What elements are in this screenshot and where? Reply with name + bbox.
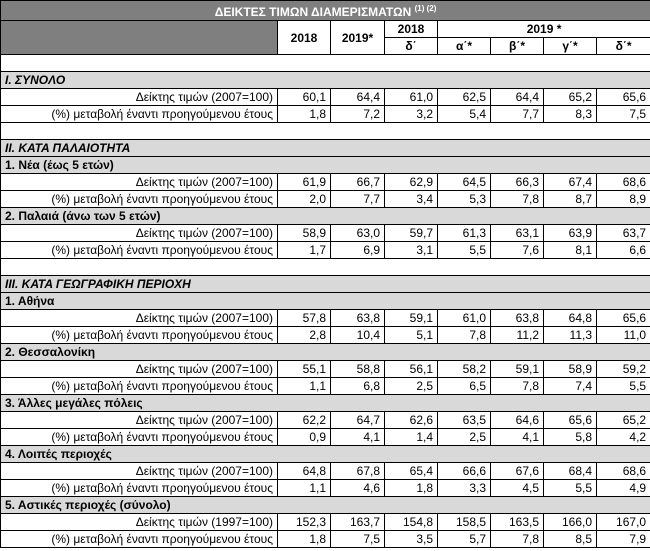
- spacer-row: [1, 259, 650, 276]
- value-cell: 6,5: [438, 378, 491, 395]
- value-cell: 1,7: [278, 242, 331, 259]
- row-label: Δείκτης τιμών (2007=100): [1, 463, 278, 480]
- spacer-row: [1, 123, 650, 140]
- value-cell: 62,6: [385, 412, 438, 429]
- row-label: (%) μεταβολή έναντι προηγούμενου έτους: [1, 429, 278, 446]
- value-cell: 11,3: [544, 327, 597, 344]
- value-cell: 63,8: [491, 310, 544, 327]
- value-cell: 58,9: [544, 361, 597, 378]
- value-cell: 6,8: [331, 378, 385, 395]
- value-cell: 8,7: [544, 191, 597, 208]
- value-cell: 64,4: [331, 89, 385, 106]
- subsection-title-row: [1, 344, 650, 361]
- section-title: III. ΚΑΤΑ ΓΕΩΓΡΑΦΙΚΗ ΠΕΡΙΟΧΗ: [1, 276, 650, 293]
- subsection-title-row: [1, 293, 650, 310]
- table-row: [1, 225, 650, 242]
- header-q1-2019: α΄*: [438, 38, 491, 55]
- header-2018: 2018: [278, 21, 331, 55]
- value-cell: 66,6: [438, 463, 491, 480]
- value-cell: 65,4: [385, 463, 438, 480]
- row-label: (%) μεταβολή έναντι προηγούμενου έτους: [1, 531, 278, 548]
- value-cell: 4,2: [597, 429, 650, 446]
- value-cell: 3,1: [385, 242, 438, 259]
- row-label: Δείκτης τιμών (2007=100): [1, 174, 278, 191]
- value-cell: 1,8: [278, 531, 331, 548]
- row-label: (%) μεταβολή έναντι προηγούμενου έτους: [1, 327, 278, 344]
- value-cell: 11,0: [597, 327, 650, 344]
- value-cell: 6,6: [597, 242, 650, 259]
- value-cell: 163,5: [491, 514, 544, 531]
- value-cell: 4,5: [491, 480, 544, 497]
- value-cell: 63,5: [438, 412, 491, 429]
- value-cell: 5,5: [544, 480, 597, 497]
- value-cell: 61,0: [438, 310, 491, 327]
- subsection-title: 5. Αστικές περιοχές (σύνολο): [1, 497, 650, 514]
- value-cell: 5,5: [597, 378, 650, 395]
- subsection-title-row: [1, 395, 650, 412]
- subsection-title: 1. Αθήνα: [1, 293, 650, 310]
- value-cell: 58,8: [331, 361, 385, 378]
- table-title-row: [1, 1, 650, 21]
- value-cell: 2,0: [278, 191, 331, 208]
- value-cell: 59,1: [491, 361, 544, 378]
- value-cell: 65,6: [597, 310, 650, 327]
- value-cell: 65,6: [544, 412, 597, 429]
- value-cell: 3,3: [438, 480, 491, 497]
- value-cell: 2,5: [385, 378, 438, 395]
- value-cell: 154,8: [385, 514, 438, 531]
- value-cell: 65,6: [597, 89, 650, 106]
- table-row: [1, 191, 650, 208]
- table-row: [1, 412, 650, 429]
- section-title-row: [1, 140, 650, 157]
- value-cell: 61,0: [385, 89, 438, 106]
- value-cell: 1,8: [278, 106, 331, 123]
- value-cell: 68,6: [597, 463, 650, 480]
- value-cell: 65,2: [544, 89, 597, 106]
- row-label: Δείκτης τιμών (2007=100): [1, 412, 278, 429]
- value-cell: 1,8: [385, 480, 438, 497]
- value-cell: 64,6: [491, 412, 544, 429]
- value-cell: 152,3: [278, 514, 331, 531]
- title-footnote-ref: (1) (2): [414, 4, 437, 13]
- header-q4-2018: δ΄: [385, 38, 438, 55]
- table-row: [1, 531, 650, 548]
- value-cell: 66,7: [331, 174, 385, 191]
- value-cell: 63,8: [331, 310, 385, 327]
- value-cell: 4,6: [331, 480, 385, 497]
- section-title: I. ΣΥΝΟΛΟ: [1, 72, 650, 89]
- header-q4-2019: δ΄*: [597, 38, 650, 55]
- value-cell: 7,2: [331, 106, 385, 123]
- row-label: Δείκτης τιμών (2007=100): [1, 225, 278, 242]
- value-cell: 5,1: [385, 327, 438, 344]
- header-group-2018: 2018: [385, 21, 438, 38]
- subsection-title-row: [1, 446, 650, 463]
- value-cell: 66,3: [491, 174, 544, 191]
- table-title: [1, 1, 650, 21]
- spacer-cell: [1, 123, 650, 140]
- value-cell: 63,7: [597, 225, 650, 242]
- subsection-title: 3. Άλλες μεγάλες πόλεις: [1, 395, 650, 412]
- value-cell: 2,5: [438, 429, 491, 446]
- header-row-1: [1, 21, 650, 38]
- row-label: Δείκτης τιμών (2007=100): [1, 89, 278, 106]
- value-cell: 4,1: [491, 429, 544, 446]
- value-cell: 7,5: [597, 106, 650, 123]
- table-row: [1, 310, 650, 327]
- value-cell: 5,4: [438, 106, 491, 123]
- value-cell: 3,2: [385, 106, 438, 123]
- value-cell: 7,6: [491, 242, 544, 259]
- value-cell: 64,4: [491, 89, 544, 106]
- row-label: (%) μεταβολή έναντι προηγούμενου έτους: [1, 106, 278, 123]
- value-cell: 158,5: [438, 514, 491, 531]
- value-cell: 0,9: [278, 429, 331, 446]
- header-group-2019: 2019 *: [438, 21, 650, 38]
- subsection-title: 1. Νέα (έως 5 ετών): [1, 157, 650, 174]
- value-cell: 5,7: [438, 531, 491, 548]
- table-row: [1, 327, 650, 344]
- row-label: (%) μεταβολή έναντι προηγούμενου έτους: [1, 480, 278, 497]
- value-cell: 10,4: [331, 327, 385, 344]
- value-cell: 167,0: [597, 514, 650, 531]
- section-title-row: [1, 72, 650, 89]
- table-row: [1, 174, 650, 191]
- table-row: [1, 378, 650, 395]
- value-cell: 56,1: [385, 361, 438, 378]
- value-cell: 61,3: [438, 225, 491, 242]
- table-row: [1, 463, 650, 480]
- value-cell: 58,2: [438, 361, 491, 378]
- table-row: [1, 242, 650, 259]
- value-cell: 4,9: [597, 480, 650, 497]
- row-label: (%) μεταβολή έναντι προηγούμενου έτους: [1, 242, 278, 259]
- value-cell: 65,2: [597, 412, 650, 429]
- value-cell: 64,5: [438, 174, 491, 191]
- value-cell: 166,0: [544, 514, 597, 531]
- row-label: Δείκτης τιμών (2007=100): [1, 310, 278, 327]
- table-title-text: ΔΕΙΚΤΕΣ ΤΙΜΩΝ ΔΙΑΜΕΡΙΣΜΑΤΩΝ: [214, 5, 412, 19]
- spacer-cell: [1, 259, 650, 276]
- value-cell: 7,8: [491, 191, 544, 208]
- value-cell: 6,9: [331, 242, 385, 259]
- value-cell: 3,5: [385, 531, 438, 548]
- value-cell: 59,1: [385, 310, 438, 327]
- header-q2-2019: β΄*: [491, 38, 544, 55]
- value-cell: 2,8: [278, 327, 331, 344]
- value-cell: 63,0: [331, 225, 385, 242]
- row-label: Δείκτης τιμών (1997=100): [1, 514, 278, 531]
- value-cell: 67,4: [544, 174, 597, 191]
- row-label: (%) μεταβολή έναντι προηγούμενου έτους: [1, 191, 278, 208]
- value-cell: 3,4: [385, 191, 438, 208]
- table-row: [1, 106, 650, 123]
- value-cell: 7,7: [491, 106, 544, 123]
- value-cell: 8,9: [597, 191, 650, 208]
- value-cell: 67,8: [331, 463, 385, 480]
- value-cell: 7,9: [597, 531, 650, 548]
- value-cell: 5,3: [438, 191, 491, 208]
- value-cell: 7,8: [438, 327, 491, 344]
- value-cell: 7,5: [331, 531, 385, 548]
- value-cell: 68,6: [597, 174, 650, 191]
- header-2019: 2019*: [331, 21, 385, 55]
- value-cell: 8,3: [544, 106, 597, 123]
- value-cell: 68,4: [544, 463, 597, 480]
- value-cell: 62,9: [385, 174, 438, 191]
- subsection-title-row: [1, 157, 650, 174]
- section-title-row: [1, 276, 650, 293]
- value-cell: 7,8: [491, 531, 544, 548]
- table-row: [1, 89, 650, 106]
- value-cell: 1,1: [278, 480, 331, 497]
- value-cell: 8,5: [544, 531, 597, 548]
- value-cell: 11,2: [491, 327, 544, 344]
- value-cell: 1,4: [385, 429, 438, 446]
- value-cell: 58,9: [278, 225, 331, 242]
- value-cell: 8,1: [544, 242, 597, 259]
- subsection-title: 2. Θεσσαλονίκη: [1, 344, 650, 361]
- value-cell: 59,2: [597, 361, 650, 378]
- table-row: [1, 429, 650, 446]
- subsection-title-row: [1, 497, 650, 514]
- value-cell: 1,1: [278, 378, 331, 395]
- value-cell: 62,5: [438, 89, 491, 106]
- header-q3-2019: γ΄*: [544, 38, 597, 55]
- table-row: [1, 361, 650, 378]
- value-cell: 60,1: [278, 89, 331, 106]
- value-cell: 64,7: [331, 412, 385, 429]
- spacer-cell: [1, 55, 650, 72]
- table-row: [1, 514, 650, 531]
- value-cell: 61,9: [278, 174, 331, 191]
- value-cell: 7,4: [544, 378, 597, 395]
- subsection-title: 2. Παλαιά (άνω των 5 ετών): [1, 208, 650, 225]
- value-cell: 7,8: [491, 378, 544, 395]
- value-cell: 62,2: [278, 412, 331, 429]
- row-label: Δείκτης τιμών (2007=100): [1, 361, 278, 378]
- value-cell: 57,8: [278, 310, 331, 327]
- value-cell: 59,7: [385, 225, 438, 242]
- value-cell: 55,1: [278, 361, 331, 378]
- value-cell: 63,9: [544, 225, 597, 242]
- value-cell: 163,7: [331, 514, 385, 531]
- value-cell: 63,1: [491, 225, 544, 242]
- header-label-cell: [1, 21, 278, 55]
- spacer-row: [1, 55, 650, 72]
- value-cell: 5,5: [438, 242, 491, 259]
- value-cell: 67,6: [491, 463, 544, 480]
- row-label: (%) μεταβολή έναντι προηγούμενου έτους: [1, 378, 278, 395]
- table-row: [1, 480, 650, 497]
- value-cell: 64,8: [278, 463, 331, 480]
- value-cell: 7,7: [331, 191, 385, 208]
- value-cell: 64,8: [544, 310, 597, 327]
- value-cell: 4,1: [331, 429, 385, 446]
- subsection-title: 4. Λοιπές περιοχές: [1, 446, 650, 463]
- section-title: II. ΚΑΤΑ ΠΑΛΑΙΟΤΗΤΑ: [1, 140, 650, 157]
- value-cell: 5,8: [544, 429, 597, 446]
- subsection-title-row: [1, 208, 650, 225]
